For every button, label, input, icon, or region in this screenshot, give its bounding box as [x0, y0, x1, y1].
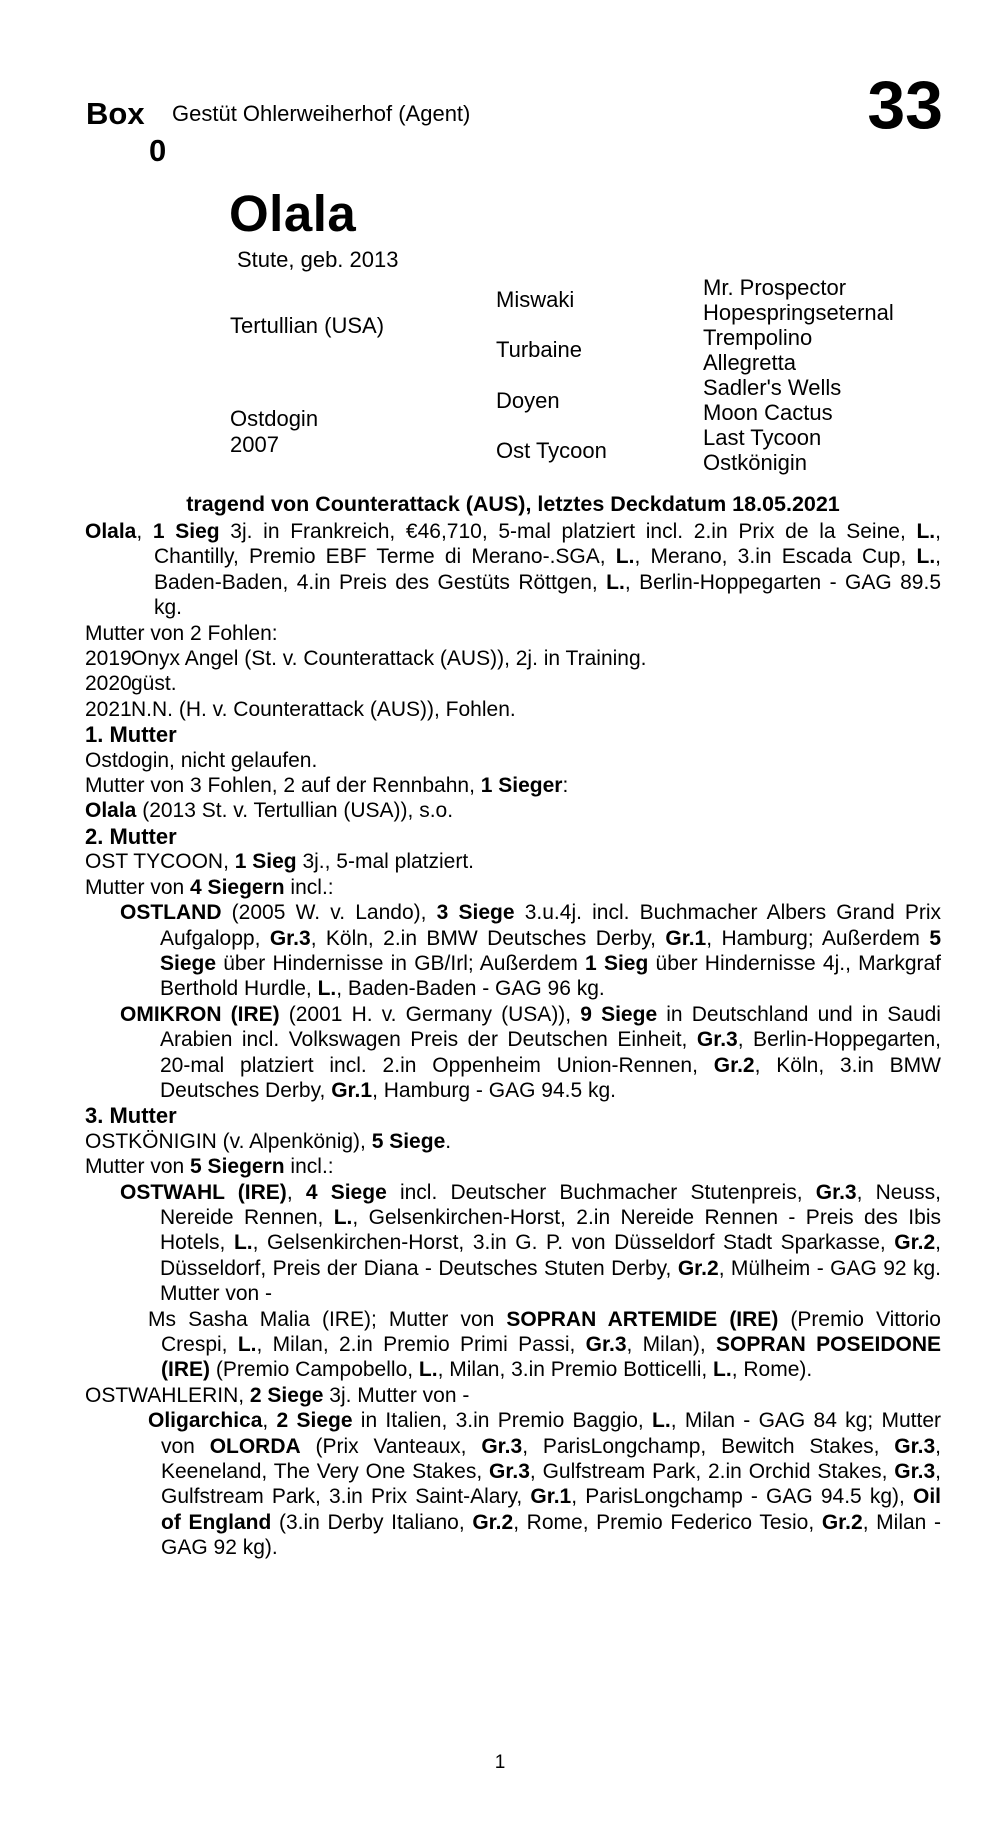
foal-year: 2021	[85, 697, 132, 721]
pedigree-ancestor: Sadler's Wells	[703, 375, 842, 400]
pedigree-ancestor: Hopespringseternal	[703, 300, 894, 325]
section-heading-2nd-dam: 2. Mutter	[85, 823, 177, 849]
producer-paragraph: OMIKRON (IRE) (2001 H. v. Germany (USA)), 9 Siege in Deutschland und in Saudi Arabien incl. Volkswagen Preis der Deutschen Einheit, Gr.3, Berlin-Hoppegarten, 20-mal platziert incl. 2.in Oppenheim Union-Rennen, Gr.2, Köln, 3.in BMW Deutsches Derby, Gr.1, Hamburg - GAG 94.5 kg.	[120, 1002, 941, 1102]
pedigree-dam-sire: Doyen	[496, 388, 560, 413]
pedigree-dam-year: 2007	[230, 432, 279, 457]
pedigree-ancestor: Moon Cactus	[703, 400, 833, 425]
pedigree-sire: Tertullian (USA)	[230, 313, 385, 338]
section-heading-3rd-dam: 3. Mutter	[85, 1103, 177, 1129]
foal-year: 2019	[85, 647, 132, 671]
horse-sex-yob: Stute, geb. 2013	[237, 247, 399, 272]
pedigree-sire-dam: Turbaine	[496, 337, 583, 362]
dam-record-line: OSTKÖNIGIN (v. Alpenkönig), 5 Siege.	[85, 1129, 452, 1153]
lot-number: 33	[867, 67, 943, 143]
producer-line: OSTWAHLERIN, 2 Siege 3j. Mutter von -	[85, 1383, 470, 1407]
dam-produce-line: Mutter von 3 Fohlen, 2 auf der Rennbahn, 1 Sieger:	[85, 774, 569, 798]
producer-paragraph: OSTLAND (2005 W. v. Lando), 3 Siege 3.u.4j. incl. Buchmacher Albers Grand Prix Aufgalopp, Gr.3, Köln, 2.in BMW Deutsches Derby, Gr.1, Hamburg; Außerdem 5 Siege über Hindernisse in GB/Irl; Außerdem 1 Sieg über Hindernisse 4j., Markgraf Berthold Hurdle, L., Baden-Baden - GAG 96 kg.	[120, 901, 942, 1001]
dam-produce-line: Mutter von 4 Siegern incl.:	[85, 875, 334, 899]
pedigree-ancestor: Allegretta	[703, 350, 796, 375]
covering-status-line: tragend von Counterattack (AUS), letztes Deckdatum 18.05.2021	[186, 492, 840, 516]
catalog-body	[85, 519, 941, 1561]
page-number: 1	[494, 1752, 506, 1773]
pedigree-dam-dam: Ost Tycoon	[496, 438, 607, 463]
pedigree-ancestor: Last Tycoon	[703, 425, 822, 450]
dam-produce-line: Mutter von 5 Siegern incl.:	[85, 1155, 334, 1179]
pedigree-dam: Ostdogin	[230, 406, 319, 431]
pedigree-sire-sire: Miswaki	[496, 287, 575, 312]
pedigree-ancestor: Ostkönigin	[703, 450, 807, 475]
horse-name-title: Olala	[229, 185, 357, 242]
box-label: Box	[86, 96, 145, 131]
race-record-paragraph: Olala, 1 Sieg 3j. in Frankreich, €46,710, 5-mal platziert incl. 2.in Prix de la Seine, L., Chantilly, Premio EBF Terme di Merano-.SGA, L., Merano, 3.in Escada Cup, L., Baden-Baden, 4.in Preis des Gestüts Röttgen, L., Berlin-Hoppegarten - GAG 89.5 kg.	[85, 520, 942, 620]
dam-of-foals-line: Mutter von 2 Fohlen:	[85, 621, 278, 645]
producer-line: Olala (2013 St. v. Tertullian (USA)), s.o.	[85, 799, 454, 823]
pedigree-generation3	[703, 275, 894, 475]
pedigree-ancestor: Trempolino	[703, 325, 813, 350]
producer-paragraph: Oligarchica, 2 Siege in Italien, 3.in Premio Baggio, L., Milan - GAG 84 kg; Mutter von OLORDA (Prix Vanteaux, Gr.3, ParisLongchamp, Bewitch Stakes, Gr.3, Keeneland, The Very One Stakes, Gr.3, Gulfstream Park, 2.in Orchid Stakes, Gr.3, Gulfstream Park, 3.in Prix Saint-Alary, Gr.1, ParisLongchamp - GAG 94.5 kg), Oil of England (3.in Derby Italiano, Gr.2, Rome, Premio Federico Tesio, Gr.2, Milan - GAG 92 kg).	[148, 1409, 942, 1560]
consignor-name: Gestüt Ohlerweiherhof (Agent)	[172, 101, 471, 126]
pedigree-ancestor: Mr. Prospector	[703, 275, 847, 300]
foal-entry: 2020güst.	[85, 672, 177, 696]
producer-paragraph: OSTWAHL (IRE), 4 Siege incl. Deutscher Buchmacher Stutenpreis, Gr.3, Neuss, Nereide Rennen, L., Gelsenkirchen-Horst, 2.in Nereide Rennen - Preis des Ibis Hotels, L., Gelsenkirchen-Horst, 3.in G. P. von Düsseldorf Stadt Sparkasse, Gr.2, Düsseldorf, Preis der Diana - Deutsches Stuten Derby, Gr.2, Mülheim - GAG 92 kg. Mutter von -	[120, 1180, 941, 1306]
foal-year: 2020	[85, 672, 132, 696]
producer-paragraph: Ms Sasha Malia (IRE); Mutter von SOPRAN ARTEMIDE (IRE) (Premio Vittorio Crespi, L., Milan, 2.in Premio Primi Passi, Gr.3, Milan), SOPRAN POSEIDONE (IRE) (Premio Campobello, L., Milan, 3.in Premio Botticelli, L., Rome).	[148, 1307, 942, 1382]
section-heading-1st-dam: 1. Mutter	[85, 722, 177, 748]
foal-entry: 2019Onyx Angel (St. v. Counterattack (AUS)), 2j. in Training.	[85, 647, 647, 671]
foal-entry: 2021N.N. (H. v. Counterattack (AUS)), Fohlen.	[85, 697, 516, 721]
dam-record-line: OST TYCOON, 1 Sieg 3j., 5-mal platziert.	[85, 850, 475, 874]
box-number: 0	[149, 133, 167, 168]
dam-record-line: Ostdogin, nicht gelaufen.	[85, 748, 318, 772]
